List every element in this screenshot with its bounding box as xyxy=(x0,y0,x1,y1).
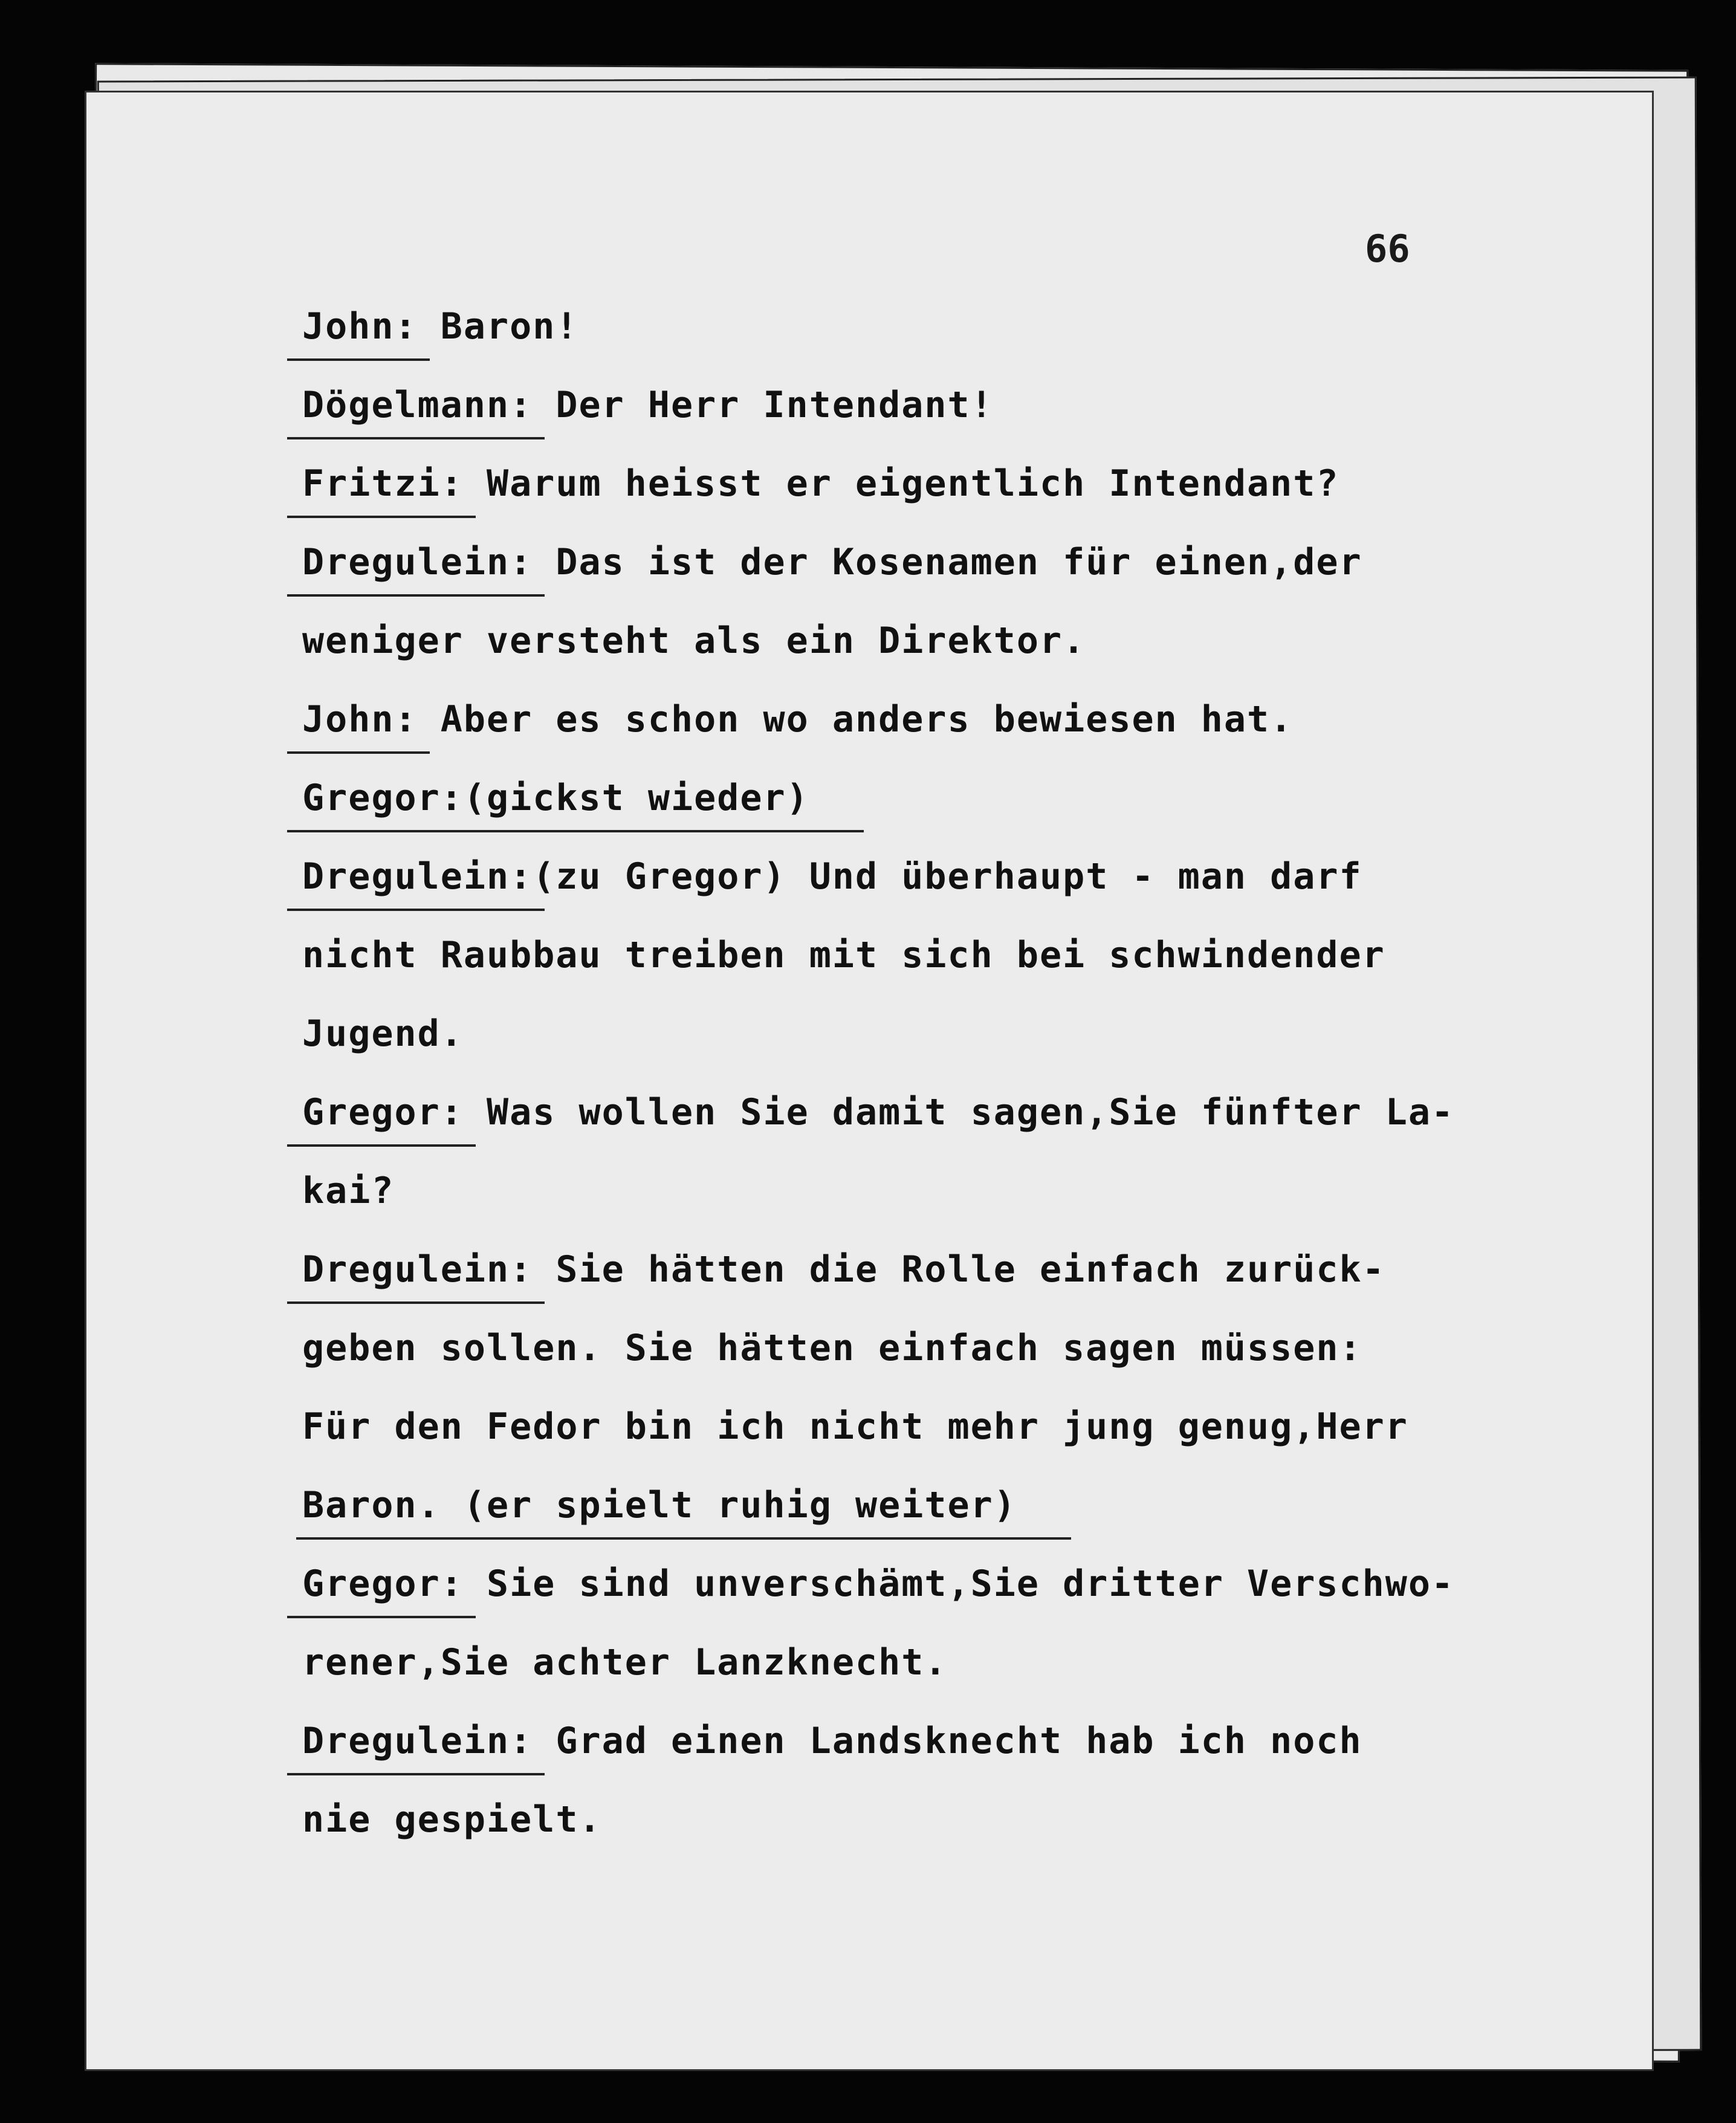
speaker-name: Dregulein: xyxy=(302,1714,533,1768)
dialogue-line xyxy=(302,1006,464,1061)
dialogue-line xyxy=(302,1478,1017,1532)
dialogue-line xyxy=(302,849,1362,904)
line-text: Jugend. xyxy=(302,1013,464,1055)
speaker-name: Dögelmann: xyxy=(302,378,533,432)
speaker-name: John: xyxy=(302,299,418,354)
line-text: Baron. (er spielt ruhig weiter) xyxy=(302,1478,1017,1532)
dialogue-line xyxy=(302,614,1086,668)
stage-direction: (gickst wieder) xyxy=(464,771,809,825)
speaker-name: John: xyxy=(302,692,418,747)
line-text: Warum heisst er eigentlich Intendant? xyxy=(463,462,1339,505)
line-text: kai? xyxy=(302,1170,395,1212)
line-text: Sie hätten die Rolle einfach zurück- xyxy=(533,1248,1385,1291)
dialogue-line xyxy=(302,1399,1408,1454)
dialogue-line xyxy=(302,771,809,825)
page-number: 66 xyxy=(1365,227,1410,271)
dialogue-line xyxy=(302,1557,1454,1611)
speaker-name: Gregor: xyxy=(302,1085,464,1139)
line-text: rener,Sie achter Lanzknecht. xyxy=(302,1641,948,1684)
line-text: Für den Fedor bin ich nicht mehr jung genug,Herr xyxy=(302,1405,1408,1448)
line-text: Baron! xyxy=(417,305,579,348)
dialogue-line xyxy=(302,1321,1362,1375)
line-text: Aber es schon wo anders bewiesen hat. xyxy=(417,698,1294,741)
line-text: nie gespielt. xyxy=(302,1798,602,1841)
dialogue-line xyxy=(302,299,579,354)
dialogue-line xyxy=(302,1164,395,1218)
dialogue-line xyxy=(302,1792,602,1847)
dialogue-line xyxy=(302,1635,947,1690)
line-text: Das ist der Kosenamen für einen,der xyxy=(533,541,1362,583)
dialogue-line xyxy=(302,1085,1454,1139)
dialogue-line xyxy=(302,535,1362,589)
line-text: Der Herr Intendant! xyxy=(533,384,994,426)
speaker-name: Dregulein: xyxy=(302,535,533,589)
dialogue-line xyxy=(302,692,1293,747)
line-text: Sie sind unverschämt,Sie dritter Verschwo- xyxy=(463,1563,1455,1605)
line-text: geben sollen. Sie hätten einfach sagen müssen: xyxy=(302,1327,1362,1369)
speaker-name: Gregor: xyxy=(302,1557,464,1611)
line-text: weniger versteht als ein Direktor. xyxy=(302,620,1086,662)
dialogue-line xyxy=(302,1242,1385,1297)
speaker-name: Dregulein: xyxy=(302,1242,533,1297)
speaker-name: Fritzi: xyxy=(302,456,464,511)
line-text: (zu Gregor) Und überhaupt - man darf xyxy=(533,855,1362,898)
speaker-name: Dregulein: xyxy=(302,849,533,904)
line-text: Was wollen Sie damit sagen,Sie fünfter La- xyxy=(463,1091,1455,1133)
dialogue-line xyxy=(302,928,1385,982)
dialogue-line xyxy=(302,456,1339,511)
line-text: nicht Raubbau treiben mit sich bei schwindender xyxy=(302,934,1385,976)
dialogue-line xyxy=(302,1714,1362,1768)
dialogue-line xyxy=(302,378,994,432)
speaker-name: Gregor: xyxy=(302,771,464,825)
line-text: Grad einen Landsknecht hab ich noch xyxy=(533,1720,1362,1762)
